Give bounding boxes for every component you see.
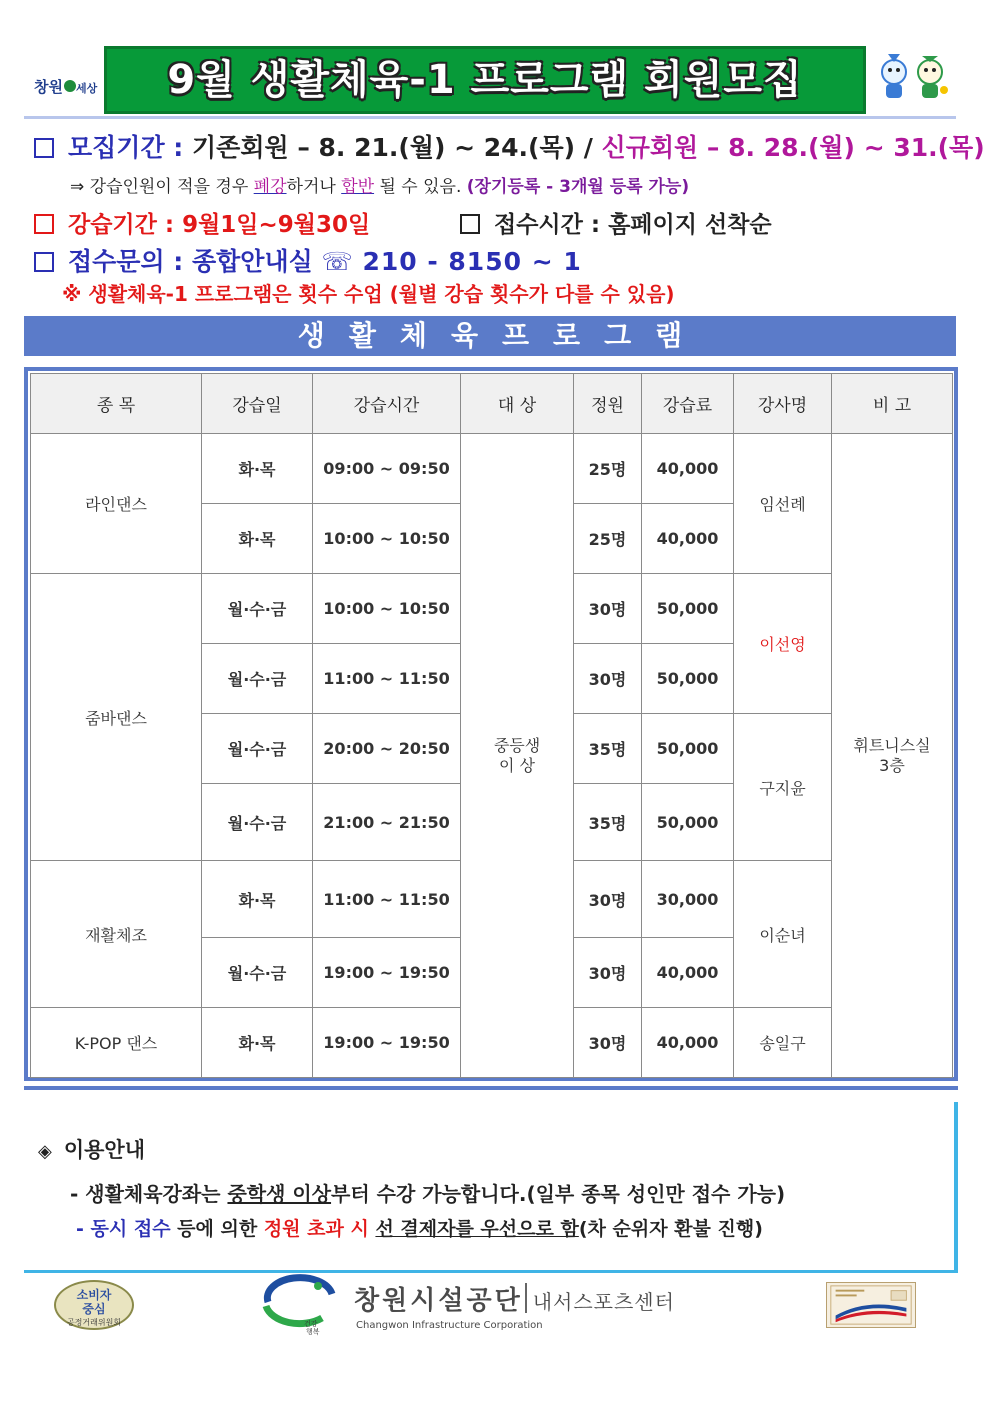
svg-text:세상: 세상 (76, 82, 98, 95)
lesson-time: 19:00 ~ 19:50 (313, 938, 461, 1008)
col-header: 종 목 (31, 374, 202, 434)
corp-name-text: 창원시설공단 (354, 1286, 523, 1316)
capacity: 30명 (574, 938, 642, 1008)
table-row (31, 434, 953, 504)
corp-name (354, 1280, 675, 1317)
note-line-1: 휘트니스실 (853, 735, 931, 755)
svg-text:창원: 창원 (34, 78, 63, 96)
recruit-note (70, 172, 689, 197)
schedule-table (30, 373, 953, 1078)
fee: 40,000 (642, 1008, 734, 1078)
note-line-2: 3층 (879, 755, 905, 775)
checkbox-icon (460, 214, 480, 234)
note-mid: 하거나 (286, 177, 342, 197)
note-suffix: 될 수 있음. (374, 177, 467, 197)
section-banner (24, 316, 956, 356)
page-title-box (104, 46, 866, 114)
instructor: 송일구 (734, 1008, 832, 1078)
certification-mark-icon (826, 1282, 916, 1328)
program-name: K-POP 댄스 (31, 1008, 202, 1078)
consumer-badge (54, 1280, 134, 1330)
checkbox-icon (34, 214, 54, 234)
program-name: 재활체조 (31, 861, 202, 1008)
capacity: 30명 (574, 574, 642, 644)
recruit-new: 신규회원 – 8. 28.(월) ~ 31.(목) (601, 133, 985, 162)
capacity: 30명 (574, 644, 642, 714)
header-divider (24, 116, 956, 119)
corp-english-name: Changwon Infrastructure Corporation (356, 1320, 543, 1331)
slogan-line-2: 행복 (306, 1328, 320, 1336)
badge-line-2: 중심 (82, 1302, 106, 1316)
capacity: 35명 (574, 714, 642, 784)
target-line-2: 이 상 (499, 755, 535, 775)
lesson-days: 월·수·금 (202, 714, 313, 784)
instructor: 이선영 (734, 574, 832, 714)
guide-text: (차 순위자 환불 진행) (578, 1218, 763, 1240)
note-prefix: 강습인원이 적을 경우 (84, 177, 254, 197)
center-name: 내서스포츠센터 (532, 1290, 675, 1314)
lesson-time: 11:00 ~ 11:50 (313, 861, 461, 938)
arrow-icon: ⇒ (70, 177, 85, 197)
guide-border (954, 1102, 958, 1272)
capacity: 30명 (574, 861, 642, 938)
lesson-time: 19:00 ~ 19:50 (313, 1008, 461, 1078)
guide-border (24, 1270, 958, 1273)
guide-line-2 (76, 1214, 763, 1241)
section-banner-title: 생활체육프로그램 (297, 319, 707, 352)
guide-title-text: 이용안내 (63, 1138, 145, 1162)
note-merge: 합반 (341, 177, 375, 197)
lesson-time: 20:00 ~ 20:50 (313, 714, 461, 784)
recruit-label: 모집기간 : (68, 133, 193, 162)
lesson-time: 10:00 ~ 10:50 (313, 504, 461, 574)
lesson-time: 09:00 ~ 09:50 (313, 434, 461, 504)
reception-time-text: 접수시간 : 홈페이지 선착순 (494, 212, 772, 238)
location-note (832, 434, 953, 1078)
page-title: 9월 생활체육-1 프로그램 회원모집 (167, 57, 803, 103)
guide-text: 등에 의한 (170, 1218, 264, 1240)
diamond-icon: ◈ (38, 1141, 52, 1162)
checkbox-icon (34, 252, 54, 272)
badge-small: 공정거래위원회 (66, 1318, 122, 1327)
lesson-days: 화·목 (202, 1008, 313, 1078)
mascot-icon (874, 50, 952, 108)
recruit-existing: 기존회원 – 8. 21.(월) ~ 24.(목) / (192, 133, 602, 162)
capacity: 30명 (574, 1008, 642, 1078)
lesson-days: 화·목 (202, 861, 313, 938)
fee: 30,000 (642, 861, 734, 938)
lesson-period (34, 206, 370, 239)
note-close: 폐강 (253, 177, 287, 197)
lesson-days: 월·수·금 (202, 644, 313, 714)
fee: 40,000 (642, 434, 734, 504)
corp-logo-icon (262, 1276, 344, 1336)
guide-text: - 생활체육강좌는 (70, 1182, 228, 1206)
guide-text: - (76, 1218, 91, 1240)
capacity: 35명 (574, 784, 642, 861)
target-audience (461, 434, 574, 1078)
instructor: 구지윤 (734, 714, 832, 861)
lesson-days: 월·수·금 (202, 574, 313, 644)
checkbox-icon (34, 138, 54, 158)
program-name: 라인댄스 (31, 434, 202, 574)
col-header: 강사명 (734, 374, 832, 434)
lesson-time: 21:00 ~ 21:50 (313, 784, 461, 861)
col-header: 강습료 (642, 374, 734, 434)
lesson-time: 11:00 ~ 11:50 (313, 644, 461, 714)
capacity: 25명 (574, 504, 642, 574)
guide-line-1 (70, 1178, 785, 1207)
guide-text: 부터 수강 가능합니다.(일부 종목 성인만 접수 가능) (331, 1182, 786, 1206)
fee: 50,000 (642, 784, 734, 861)
reception-time (460, 206, 772, 239)
guide-text: 동시 접수 (90, 1218, 171, 1240)
instructor: 임선례 (734, 434, 832, 574)
notice: ※ 생활체육-1 프로그램은 횟수 수업 (월별 강습 횟수가 다를 수 있음) (62, 282, 675, 306)
target-line-1: 중등생 (493, 735, 541, 755)
lesson-days: 월·수·금 (202, 784, 313, 861)
fee: 40,000 (642, 504, 734, 574)
col-header: 정원 (574, 374, 642, 434)
lesson-days: 월·수·금 (202, 938, 313, 1008)
lesson-time: 10:00 ~ 10:50 (313, 574, 461, 644)
schedule-table-frame (24, 367, 958, 1081)
lesson-days: 화·목 (202, 504, 313, 574)
program-name: 줌바댄스 (31, 574, 202, 861)
col-header: 강습일 (202, 374, 313, 434)
note-long-term: (장기등록 - 3개월 등록 가능) (466, 177, 690, 197)
lesson-period-text: 강습기간 : 9월1일~9월30일 (68, 212, 371, 238)
lesson-days: 화·목 (202, 434, 313, 504)
recruit-period (34, 128, 985, 164)
inquiry (34, 242, 582, 278)
city-logo-icon (32, 58, 98, 108)
capacity: 25명 (574, 434, 642, 504)
guide-title (38, 1134, 145, 1164)
divider (525, 1283, 527, 1313)
fee: 50,000 (642, 574, 734, 644)
header (24, 40, 956, 118)
guide-text: 중학생 이상 (227, 1182, 332, 1206)
inquiry-phone: 210 - 8150 ~ 1 (352, 247, 582, 276)
fee: 50,000 (642, 644, 734, 714)
guide-text: 선 결제자를 우선으로 함 (375, 1218, 579, 1240)
table-header-row (31, 374, 953, 434)
instructor: 이순녀 (734, 861, 832, 1008)
fee: 50,000 (642, 714, 734, 784)
slogan-line-1: 건강 (304, 1320, 318, 1328)
badge-line-1: 소비자 (76, 1288, 112, 1302)
phone-icon: ☏ (321, 247, 353, 276)
col-header: 대 상 (461, 374, 574, 434)
inquiry-label: 접수문의 : 종합안내실 (68, 247, 322, 276)
col-header: 강습시간 (313, 374, 461, 434)
col-header: 비 고 (832, 374, 953, 434)
fee: 40,000 (642, 938, 734, 1008)
table-bottom-divider (24, 1086, 958, 1090)
guide-text: 정원 초과 시 (263, 1218, 369, 1240)
